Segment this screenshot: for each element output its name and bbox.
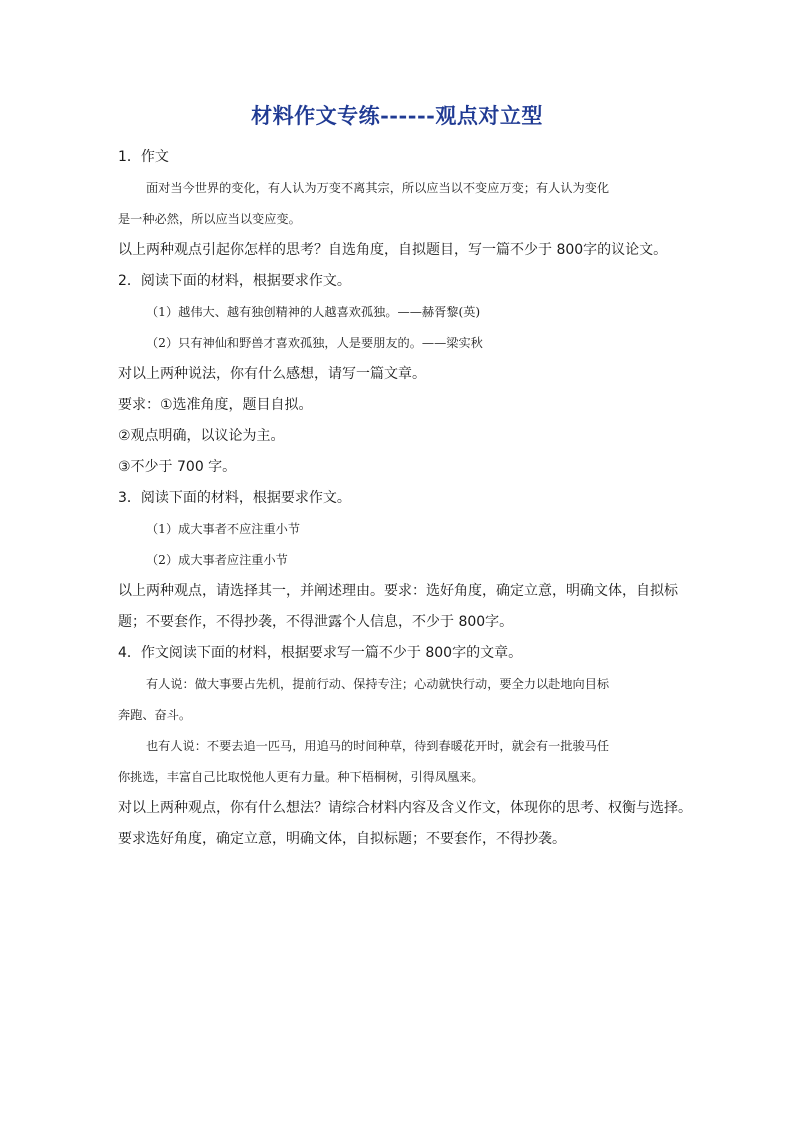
section-3 <box>118 483 678 638</box>
section-heading: 3．阅读下面的材料，根据要求作文。 <box>118 490 351 506</box>
instruction-line: 对以上两种说法，你有什么感想，请写一篇文章。 <box>118 366 426 382</box>
material-line: 奔跑、奋斗。 <box>118 708 192 722</box>
material-line: （2）只有神仙和野兽才喜欢孤独，人是要朋友的。——梁实秋 <box>146 336 483 350</box>
material-line: 有人说：做大事要占先机，提前行动、保持专注；心动就快行动，要全力以赴地向目标 <box>146 677 610 691</box>
material-line: 面对当今世界的变化，有人认为万变不离其宗，所以应当以不变应万变；有人认为变化 <box>146 181 610 195</box>
document-title: 材料作文专练------观点对立型 <box>251 103 543 128</box>
document-body <box>118 142 692 855</box>
material-line: （1）越伟大、越有独创精神的人越喜欢孤独。——赫胥黎(英) <box>146 305 481 319</box>
instruction-line: 要求：①选准角度，题目自拟。 <box>118 397 313 413</box>
material-line: 你挑选，丰富自己比取悦他人更有力量。种下梧桐树，引得凤凰来。 <box>118 770 484 784</box>
instruction-line: 要求选好角度，确定立意，明确文体，自拟标题；不要套作，不得抄袭。 <box>118 831 566 847</box>
material-line: 是一种必然，所以应当以变应变。 <box>118 212 301 226</box>
instruction-line: 以上两种观点引起你怎样的思考？自选角度，自拟题目，写一篇不少于 800字的议论文。 <box>118 242 668 258</box>
section-heading: 2．阅读下面的材料，根据要求作文。 <box>118 273 351 289</box>
section-1 <box>118 142 678 266</box>
material-line: （1）成大事者不应注重小节 <box>146 522 301 536</box>
material-line: （2）成大事者应注重小节 <box>146 553 288 567</box>
instruction-line: ③不少于 700 字。 <box>118 459 237 475</box>
instruction-line: 题；不要套作，不得抄袭，不得泄露个人信息，不少于 800字。 <box>118 614 514 630</box>
section-4 <box>118 638 692 855</box>
section-2 <box>118 266 678 483</box>
instruction-line: 对以上两种观点，你有什么想法？请综合材料内容及含义作文，体现你的思考、权衡与选择。 <box>118 800 692 816</box>
section-heading: 4．作文阅读下面的材料，根据要求写一篇不少于 800字的文章。 <box>118 645 523 661</box>
material-line: 也有人说：不要去追一匹马，用追马的时间种草，待到春暖花开时，就会有一批骏马任 <box>146 739 610 753</box>
instruction-line: 以上两种观点，请选择其一，并阐述理由。要求：选好角度，确定立意，明确文体，自拟标 <box>118 583 678 599</box>
instruction-line: ②观点明确，以议论为主。 <box>118 428 285 444</box>
section-heading: 1．作文 <box>118 149 169 165</box>
